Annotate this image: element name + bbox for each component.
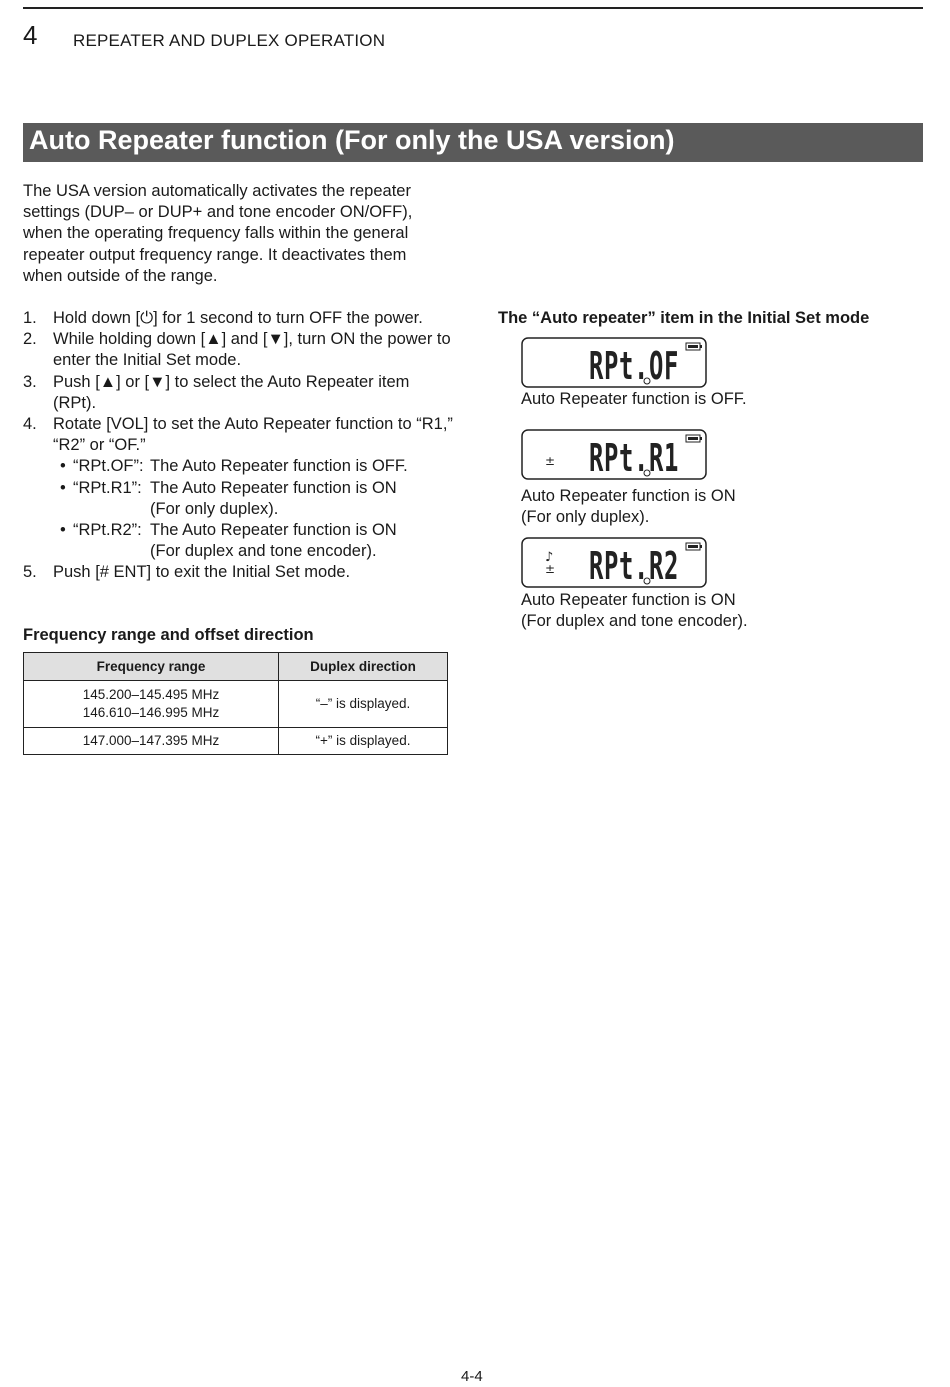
step-number: 2.	[23, 330, 37, 349]
lcd-display-rpt-of	[521, 337, 707, 388]
option-desc-continued: (For only duplex).	[150, 499, 279, 518]
option-desc: The Auto Repeater function is ON	[150, 478, 397, 497]
option-label: “RPt.R2”:	[73, 521, 142, 540]
battery-level	[688, 345, 698, 348]
duplex-direction: “–” is displayed.	[279, 681, 448, 728]
chapter-title: REPEATER AND DUPLEX OPERATION	[73, 31, 386, 50]
step-item	[23, 372, 453, 414]
section-title: Auto Repeater function (For only the USA version)	[23, 123, 923, 162]
col-header-duplex: Duplex direction	[279, 653, 448, 681]
freq-range-cell	[24, 728, 279, 755]
option-label: “RPt.R1”:	[73, 478, 142, 497]
option-label: “RPt.OF”:	[73, 457, 144, 476]
table-row	[24, 728, 448, 755]
option-item	[53, 520, 453, 562]
display-caption	[521, 389, 747, 410]
table-row	[24, 681, 448, 728]
option-desc: The Auto Repeater function is OFF.	[150, 457, 408, 476]
duplex-direction: “+” is displayed.	[279, 728, 448, 755]
freq-range-cell	[24, 681, 279, 728]
lcd-display-rpt-r1	[521, 429, 707, 480]
option-desc: The Auto Repeater function is ON	[150, 521, 397, 540]
caption-line: Auto Repeater function is ON	[521, 591, 736, 609]
battery-tip	[700, 437, 702, 440]
step-text: Push [▲] or [▼] to select the Auto Repeater item (RPt).	[53, 372, 410, 412]
option-desc-continued: (For duplex and tone encoder).	[150, 542, 377, 561]
step-item	[23, 562, 453, 583]
step-number: 3.	[23, 372, 37, 391]
header-rule	[23, 7, 923, 9]
step-text: Rotate [VOL] to set the Auto Repeater function to “R1,” “R2” or “OF.”	[53, 415, 453, 455]
col-header-frequency: Frequency range	[24, 653, 279, 681]
step-item	[23, 329, 453, 371]
duplex-plus-minus-icon: ±	[545, 454, 556, 468]
display-caption	[521, 590, 748, 632]
step-item	[23, 414, 453, 562]
step-text: While holding down [▲] and [▼], turn ON the power to enter the Initial Set mode.	[53, 330, 451, 370]
table-header-row	[24, 653, 448, 681]
options-list	[53, 456, 453, 562]
battery-level	[688, 437, 698, 440]
freq-table	[23, 652, 448, 755]
step-text: Hold down [⏻] for 1 second to turn OFF the power.	[53, 309, 423, 327]
lcd-screen	[521, 429, 707, 480]
caption-line: Auto Repeater function is ON	[521, 487, 736, 505]
steps-list	[23, 308, 453, 584]
freq-range: 147.000–147.395 MHz	[82, 733, 220, 748]
freq-table-heading: Frequency range and offset direction	[23, 626, 314, 644]
caption-line: Auto Repeater function is OFF.	[521, 390, 747, 408]
freq-range: 146.610–146.995 MHz	[82, 705, 220, 720]
lcd-readout: RPt.R2	[589, 544, 679, 588]
page-number: 4-4	[461, 1368, 483, 1385]
battery-tip	[700, 545, 702, 548]
step-number: 5.	[23, 563, 37, 582]
option-item	[53, 456, 453, 477]
caption-line: (For only duplex).	[521, 508, 650, 527]
freq-range: 145.200–145.495 MHz	[82, 687, 220, 702]
lcd-screen	[521, 337, 707, 388]
step-number: 4.	[23, 415, 37, 434]
lcd-readout: RPt.R1	[589, 436, 679, 480]
caption-line: (For duplex and tone encoder).	[521, 612, 748, 631]
display-panel-heading: The “Auto repeater” item in the Initial Set mode	[498, 309, 870, 327]
lcd-screen	[521, 537, 707, 588]
chapter-number: 4	[23, 20, 38, 50]
battery-tip	[700, 345, 702, 348]
display-caption	[521, 486, 736, 528]
step-item	[23, 308, 453, 329]
intro-paragraph: The USA version automatically activates the repeater settings (DUP– or DUP+ and tone encoder ON/OFF), when the operating frequency falls within the general repeater output frequency range. It deactivates them when outside of the range.	[23, 182, 413, 285]
tone-note-icon: ♪	[545, 550, 554, 565]
duplex-plus-minus-icon: ±	[545, 562, 556, 576]
battery-level	[688, 545, 698, 548]
step-number: 1.	[23, 309, 37, 327]
option-item	[53, 478, 453, 520]
lcd-readout: RPt.OF	[589, 344, 679, 388]
lcd-display-rpt-r2	[521, 537, 707, 588]
step-text: Push [# ENT] to exit the Initial Set mode.	[53, 563, 351, 582]
